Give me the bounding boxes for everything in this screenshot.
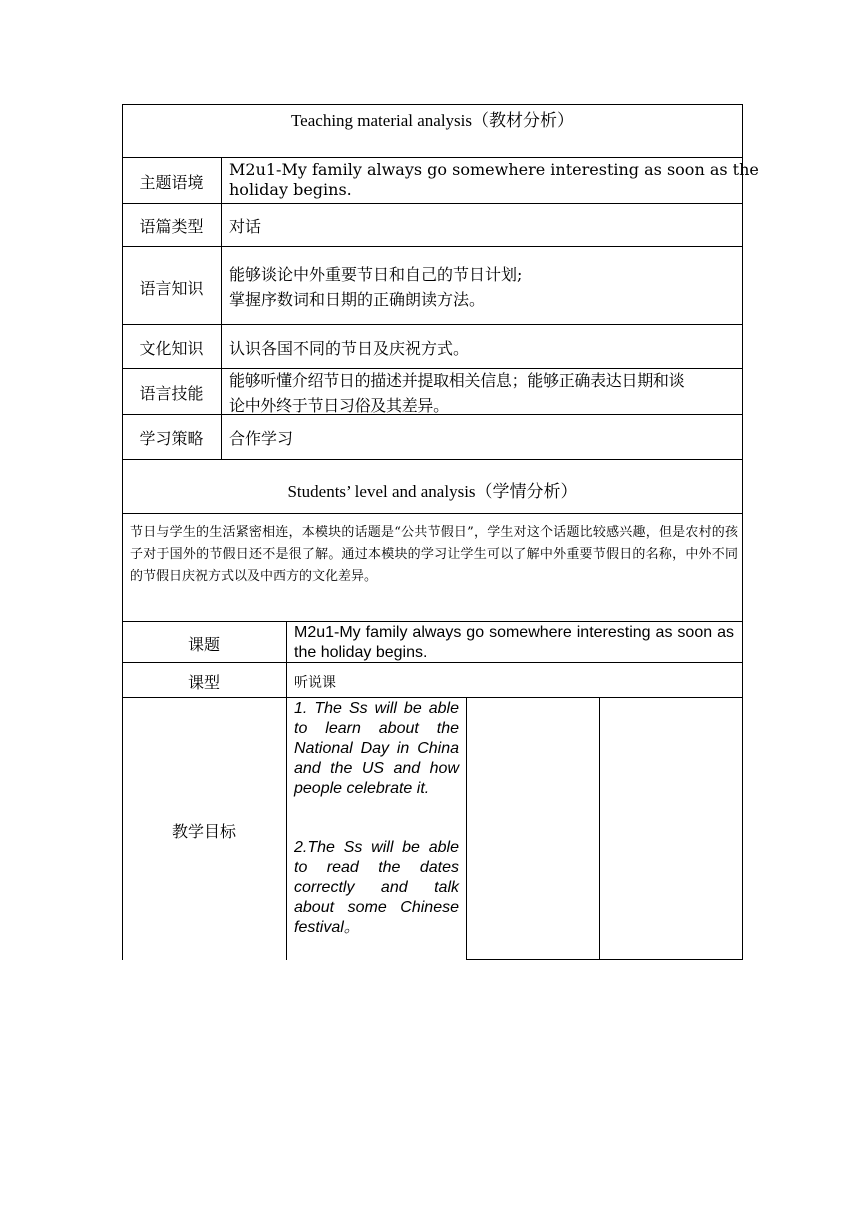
- teaching-goal-1: 1. The Ss will be able to learn about the National Day in China and the US and how people celebrate it.: [294, 700, 459, 797]
- knowledge-line: 能够谈论中外重要节日和自己的节日计划;: [229, 265, 523, 284]
- goal-column-divider: [466, 697, 467, 960]
- row-label-theme: 主题语境: [139, 173, 204, 192]
- row-value-language-knowledge: [229, 262, 522, 312]
- knowledge-line: 掌握序数词和日期的正确朗读方法。: [229, 290, 486, 309]
- row-divider: [122, 324, 743, 325]
- skills-line: 论中外终于节日习俗及其差异。: [229, 396, 449, 415]
- goal-column-divider: [599, 697, 600, 960]
- row-divider: [122, 621, 743, 622]
- teaching-goal-2: 2.The Ss will be able to read the dates correctly and talk about some Chinese festival。: [294, 839, 459, 936]
- row-value-learning-strategy: 合作学习: [229, 429, 294, 448]
- goal-subtable-bottom: [466, 959, 743, 960]
- row-label-learning-strategy: 学习策略: [139, 429, 204, 448]
- label-column-divider: [221, 157, 222, 460]
- students-analysis-heading: Students’ level and analysis（学情分析）: [287, 482, 578, 501]
- row-divider: [122, 203, 743, 204]
- row-label-language-knowledge: 语言知识: [139, 279, 204, 298]
- lesson-type-label: 课型: [187, 673, 220, 692]
- teaching-goals-label: 教学目标: [171, 822, 236, 841]
- skills-line: 能够听懂介绍节日的描述并提取相关信息；能够正确表达日期和谈: [229, 371, 685, 390]
- teaching-material-heading: Teaching material analysis（教材分析）: [290, 111, 574, 130]
- row-divider: [122, 697, 743, 698]
- row-label-culture-knowledge: 文化知识: [139, 339, 204, 358]
- table-border-right: [742, 104, 743, 960]
- row-value-discourse-type: 对话: [229, 217, 262, 236]
- topic-label: 课题: [187, 635, 220, 654]
- topic-value: M2u1-My family always go somewhere interesting as soon as the holiday begins.: [294, 624, 734, 661]
- row-value-language-skills: [229, 368, 739, 418]
- label-column-divider: [286, 621, 287, 960]
- row-label-discourse-type: 语篇类型: [139, 217, 204, 236]
- theme-line: M2u1-My family always go somewhere interesting as soon as the: [229, 160, 759, 179]
- row-divider: [122, 157, 743, 158]
- row-divider: [122, 459, 743, 460]
- row-value-theme: [229, 160, 759, 200]
- table-border-top: [122, 104, 743, 105]
- row-divider: [122, 513, 743, 514]
- lesson-type-value: 听说课: [294, 675, 336, 691]
- students-analysis-paragraph: 节日与学生的生活紧密相连，本模块的话题是“公共节假日”，学生对这个话题比较感兴趣，但是农村的孩子对于国外的节假日还不是很了解。通过本模块的学习让学生可以了解中外重要节假日的名称，中外不同的节假日庆祝方式以及中西方的文化差异。: [130, 525, 738, 584]
- row-divider: [122, 246, 743, 247]
- theme-line: holiday begins.: [229, 180, 352, 199]
- row-label-language-skills: 语言技能: [139, 384, 204, 403]
- row-value-culture-knowledge: 认识各国不同的节日及庆祝方式。: [229, 339, 470, 358]
